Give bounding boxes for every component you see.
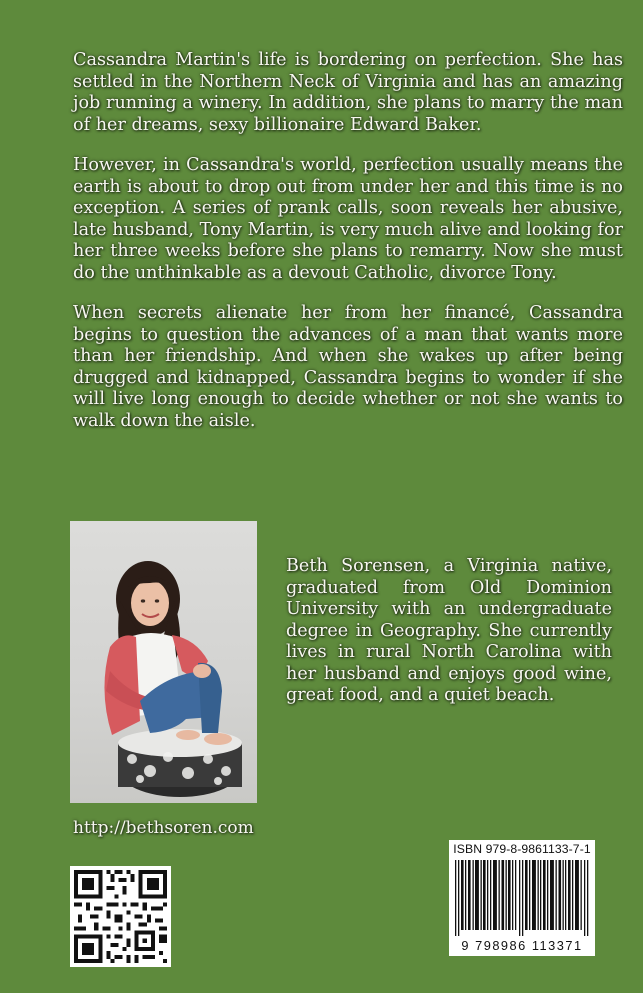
blurb-paragraph-1: Cassandra Martin's life is bordering on perfection. She has settled in the Northern Neck of Virginia and has an amazing job running a winery. In addition, she plans to marry the man of her dreams, sexy billionaire Edward Baker. — [73, 50, 623, 135]
qr-code-icon — [70, 866, 171, 967]
author-photo — [70, 521, 257, 803]
author-portrait-icon — [70, 521, 257, 803]
author-website-link[interactable]: http://bethsoren.com — [73, 818, 254, 838]
blurb-paragraph-2: However, in Cassandra's world, perfection usually means the earth is about to drop out from under her and this time is no exception. A series of prank calls, soon reveals her abusive, late husband, Tony Martin, is very much alive and looking for her three weeks before she plans to remarry. Now she must do the unthinkable as a devout Catholic, divorce Tony. — [73, 155, 623, 283]
barcode-digits: 9 798986 113371 — [461, 938, 583, 953]
barcode-icon — [453, 860, 591, 936]
isbn-label: ISBN 979-8-9861133-7-1 — [453, 842, 591, 856]
author-bio: Beth Sorensen, a Virginia native, graduated from Old Dominion University with an undergraduate degree in Geography. She currently lives in rural North Carolina with her husband and enjoys good wine, great food, and a quiet beach. — [286, 556, 612, 705]
back-cover-blurb — [73, 50, 623, 451]
isbn-barcode — [449, 840, 595, 956]
blurb-paragraph-3: When secrets alienate her from her financé, Cassandra begins to question the advances of a man that wants more than her friendship. And when she wakes up after being drugged and kidnapped, Cassandra begins to wonder if she will live long enough to decide whether or not she wants to walk down the aisle. — [73, 303, 623, 431]
